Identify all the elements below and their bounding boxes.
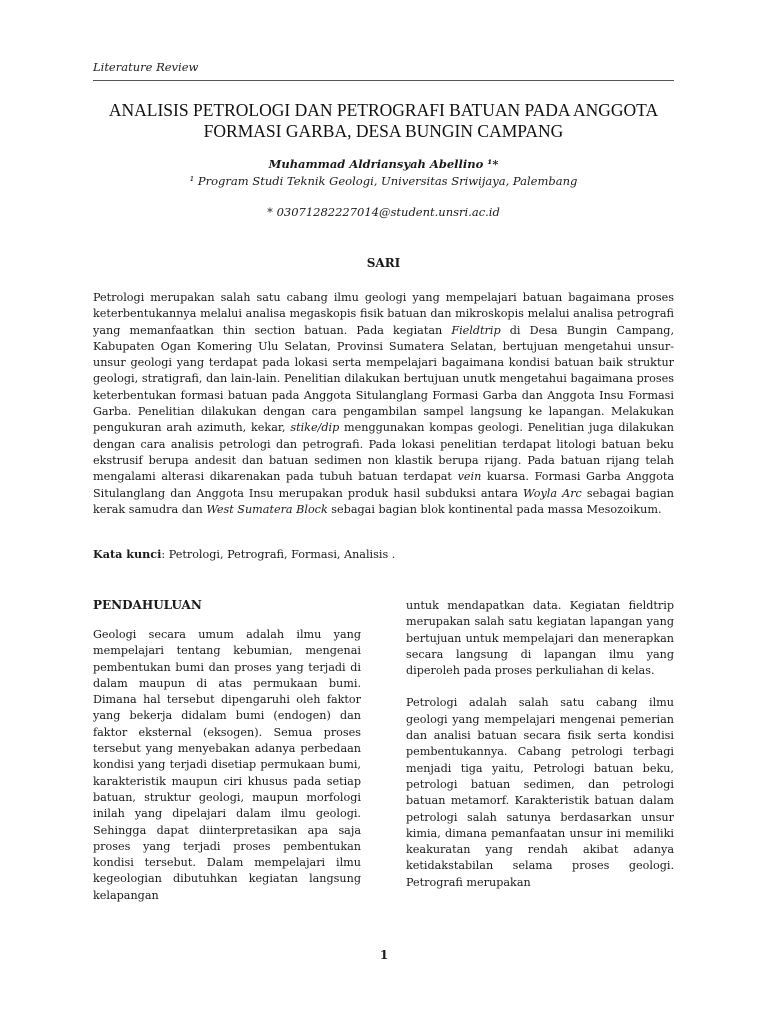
abstract-text: menggunakan kompas geologi. Penelitian juga dilakukan dengan cara analisis petrologi dan petrografi. Pada lokasi penelitian terdapat litologi batuan beku ekstrusif berupa andesit dan batuan sedimen non klastik berupa rijang. Pada batuan rijang telah mengalami alterasi dikarenakan pada tubuh batuan terdapat <box>93 421 674 484</box>
keywords <box>93 547 674 561</box>
section-heading-pendahuluan: PENDAHULUAN <box>93 598 202 612</box>
intro-paragraph: untuk mendapatkan data. Kegiatan fieldtrip merupakan salah satu kegiatan lapangan yang bertujuan untuk mempelajari dan menerapkan secara langsung di lapangan ilmu yang diperoleh pada proses perkuliahan di kelas. <box>406 599 674 678</box>
paper-title <box>93 100 674 142</box>
abstract-emphasis: West Sumatera Block <box>206 502 328 516</box>
author-email: * 03071282227014@student.unsri.ac.id <box>267 205 500 219</box>
intro-paragraph: Geologi secara umum adalah ilmu yang mempelajari tentang kebumian, mengenai pembentukan bumi dan proses yang terjadi di dalam maupun di atas permukaan bumi. Dimana hal tersebut dipengaruhi oleh faktor yang bekerja didalam bumi (endogen) dan faktor eksternal (eksogen). Semua proses tersebut yang menyebakan adanya perbedaan kondisi yang terjadi disetiap permukaan bumi, karakteristik maupun ciri khusus pada setiap batuan, struktur geologi, maupun morfologi inilah yang dipelajari dalam ilmu geologi. Sehingga dapat diinterpretasikan apa saja proses yang terjadi proses pembentukan kondisi tersebut. Dalam mempelajari ilmu kegeologian dibutuhkan kegiatan langsung kelapangan <box>93 628 361 902</box>
title-line-2: FORMASI GARBA, DESA BUNGIN CAMPANG <box>203 121 564 141</box>
keywords-text: : Petrologi, Petrografi, Formasi, Analisis . <box>161 548 396 561</box>
running-header: Literature Review <box>93 60 199 74</box>
abstract-emphasis: Fieldtrip <box>451 323 501 337</box>
abstract-text: Petrologi merupakan salah satu cabang ilmu geologi yang mempelajari batuan bagaimana proses keterbentukannya melalui analisa megaskopis fisik batuan dan mikroskopis melalui analisa petrografi yang memanfaatkan thin section batuan. Pada kegiatan <box>93 291 674 337</box>
keywords-label: Kata kunci <box>93 547 162 561</box>
abstract-body <box>93 290 674 518</box>
abstract-text: kuarsa. Formasi Garba Anggota Situlanglang dan Anggota Insu merupakan produk hasil subduksi antara <box>93 470 674 500</box>
right-column <box>406 598 674 891</box>
page-number: 1 <box>379 948 389 962</box>
abstract-emphasis: Woyla Arc <box>523 486 582 500</box>
left-column <box>93 627 361 904</box>
author-affiliation: ¹ Program Studi Teknik Geologi, Universitas Sriwijaya, Palembang <box>189 174 578 188</box>
abstract-text: di Desa Bungin Campang, Kabupaten Ogan Komering Ulu Selatan, Provinsi Sumatera Selatan, bertujuan mengetahui unsur-unsur geologi yang terdapat pada lokasi serta mempelajari bagaimana kondisi batuan baik struktur geologi, stratigrafi, dan lain-lain. Penelitian dilakukan bertujuan unutk mengetahui bagaimana proses keterbentukan formasi batuan pada Anggota Situlanglang Formasi Garba dan Anggota Insu Formasi Garba. Penelitian dilakukan dengan cara pengambilan sampel langsung ke lapangan. Melakukan pengukuran arah azimuth, kekar, <box>93 323 675 435</box>
header-rule <box>93 80 674 81</box>
abstract-text: sebagai bagian kerak samudra dan <box>93 486 675 516</box>
author-name: Muhammad Aldriansyah Abellino ¹* <box>268 157 499 171</box>
intro-paragraph: Petrologi adalah salah satu cabang ilmu geologi yang mempelajari mengenai pemerian dan analisi batuan secara fisik serta kondisi pembentukannya. Cabang petrologi terbagi menjadi tiga yaitu, Petrologi batuan beku, petrologi batuan sedimen, dan petrologi batuan metamorf. Karakteristik batuan dalam petrologi salah satunya berdasarkan unsur kimia, dimana pemanfaatan unsur ini memiliki keakuratan yang rendah akibat adanya ketidakstabilan selama proses geologi. Petrografi merupakan <box>406 696 674 889</box>
title-line-1: ANALISIS PETROLOGI DAN PETROGRAFI BATUAN PADA ANGGOTA <box>108 100 659 120</box>
abstract-emphasis: stike/dip <box>290 421 340 435</box>
abstract-text: sebagai bagian blok kontinental pada massa Mesozoikum. <box>327 502 662 516</box>
abstract-heading: SARI <box>366 256 401 270</box>
abstract-emphasis: vein <box>457 470 482 484</box>
